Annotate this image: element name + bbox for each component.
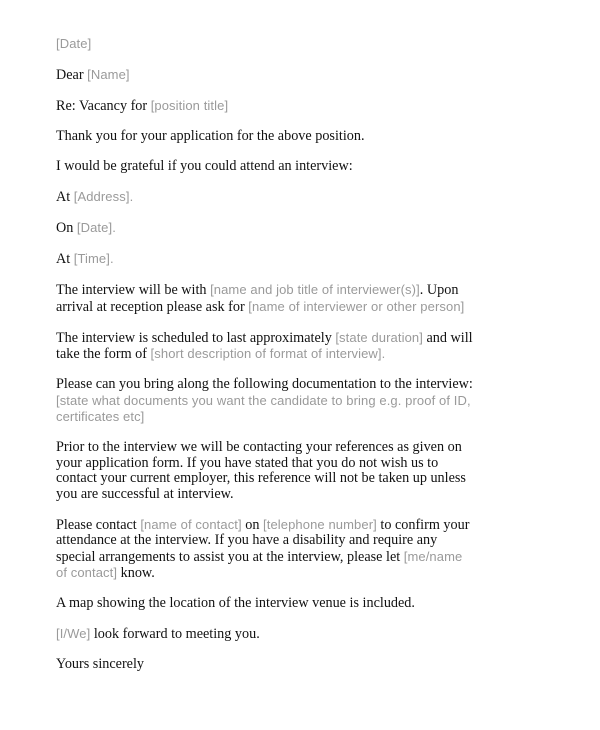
scheduled-text-2: take the form of: [56, 346, 151, 362]
contact-line-3: special arrangements to assist you at the interview, please let: [56, 548, 404, 565]
scheduled-suffix-2: .: [381, 346, 386, 361]
address-suffix: .: [129, 189, 134, 204]
time-label: At: [56, 251, 74, 267]
thanks-paragraph: Thank you for your application for the above position.: [56, 128, 365, 144]
salutation-text: Dear: [56, 67, 88, 83]
address-label: At: [56, 189, 74, 205]
references-line-2: your application form. If you have stated that you do not wish us to: [56, 454, 439, 471]
scheduled-paragraph: [56, 330, 556, 363]
grateful-paragraph: I would be grateful if you could attend an interview:: [56, 158, 353, 174]
references-paragraph: [56, 440, 556, 502]
address-placeholder: [Address]: [73, 189, 130, 204]
interviewer-suffix: . Upon: [419, 282, 459, 298]
contact-paragraph: [56, 517, 556, 582]
scheduled-suffix-1: and will: [422, 329, 473, 346]
me-name-placeholder: [me/name: [403, 548, 463, 564]
documents-placeholder-1: [state what documents you want the candidate to bring e.g. proof of ID,: [56, 392, 471, 408]
contact-line-2: attendance at the interview. If you have a disability and require any: [56, 532, 438, 548]
i-we-placeholder: [I/We]: [56, 626, 91, 641]
references-line-3: contact your current employer, this reference will not be taken up unless: [56, 470, 466, 486]
duration-placeholder: [state duration]: [335, 329, 423, 345]
documents-placeholder-2: certificates etc]: [56, 409, 145, 424]
contact-on-text: on: [241, 516, 264, 533]
closing-line: Yours sincerely: [56, 656, 145, 672]
re-text: Re: Vacancy for: [56, 98, 151, 114]
name-placeholder: [Name]: [87, 67, 130, 82]
documentation-text: Please can you bring along the following documentation to the interview:: [56, 376, 473, 392]
look-forward-line: [56, 626, 556, 643]
references-line-4: you are successful at interview.: [56, 485, 234, 502]
on-date-suffix: .: [112, 220, 116, 235]
documentation-paragraph: [56, 377, 556, 426]
contact-text: Please contact: [56, 516, 141, 533]
look-forward-text: look forward to meeting you.: [90, 626, 260, 642]
on-label: On: [56, 220, 77, 236]
reception-placeholder: [name of interviewer or other person]: [248, 298, 465, 314]
time-suffix: .: [109, 251, 114, 266]
on-date-placeholder: [Date]: [76, 220, 113, 235]
references-line-1: Prior to the interview we will be contacting your references as given on: [56, 439, 462, 455]
salutation-line: [56, 67, 556, 84]
telephone-placeholder: [telephone number]: [263, 516, 377, 532]
contact-suffix: to confirm your: [376, 516, 470, 533]
position-placeholder: [position title]: [150, 98, 229, 113]
interviewer-text-1: The interview will be with: [56, 282, 211, 298]
scheduled-text-1: The interview is scheduled to last approximately: [56, 329, 336, 346]
contact-name-placeholder: [name of contact]: [140, 516, 242, 532]
interviewer-paragraph: [56, 282, 556, 315]
date-line: [56, 36, 556, 53]
interviewer-placeholder: [name and job title of interviewer(s)]: [210, 282, 420, 297]
time-placeholder: [Time]: [73, 251, 110, 266]
letter-document: [56, 36, 556, 687]
time-line: [56, 251, 556, 268]
date-line-2: [56, 220, 556, 237]
of-contact-placeholder: of contact]: [56, 565, 118, 580]
address-line: [56, 189, 556, 206]
date-placeholder: [Date]: [56, 36, 92, 51]
contact-know: know.: [117, 565, 155, 581]
re-line: [56, 98, 556, 115]
format-placeholder: [short description of format of interview]: [150, 346, 382, 361]
map-paragraph: A map showing the location of the interview venue is included.: [56, 595, 415, 611]
reception-text: arrival at reception please ask for: [56, 298, 249, 315]
